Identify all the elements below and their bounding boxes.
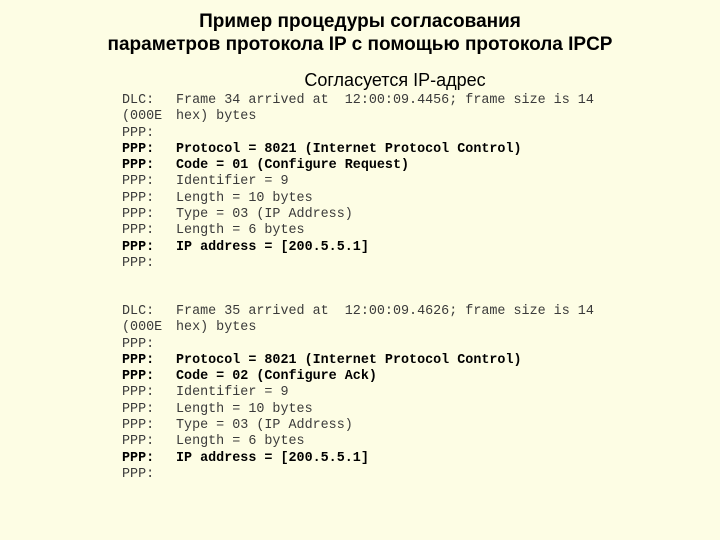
line-prefix: PPP:	[122, 466, 155, 482]
trace-line	[122, 467, 682, 483]
line-prefix: PPP:	[122, 174, 155, 190]
trace-line	[122, 337, 682, 353]
trace-line	[122, 369, 682, 385]
trace-line	[122, 207, 682, 223]
trace-line	[122, 434, 682, 450]
line-text: Identifier = 9	[176, 385, 289, 401]
trace-line	[122, 191, 682, 207]
line-prefix: PPP:	[122, 223, 155, 239]
line-text: Protocol = 8021 (Internet Protocol Control)	[176, 352, 522, 368]
line-prefix: PPP:	[122, 385, 155, 401]
line-text: Length = 10 bytes	[176, 190, 313, 206]
frame-35-trace	[122, 304, 682, 483]
line-prefix: PPP:	[122, 141, 155, 157]
trace-line	[122, 320, 682, 336]
line-prefix: DLC:	[122, 304, 155, 319]
trace-line	[122, 256, 682, 272]
line-prefix: PPP:	[122, 401, 155, 417]
line-text: Type = 03 (IP Address)	[176, 418, 353, 434]
line-prefix: PPP:	[122, 352, 155, 368]
line-prefix: (000E	[122, 109, 163, 125]
line-prefix: PPP:	[122, 418, 155, 434]
trace-line	[122, 385, 682, 401]
line-prefix: PPP:	[122, 255, 155, 271]
trace-line	[122, 402, 682, 418]
line-text: Type = 03 (IP Address)	[176, 207, 353, 223]
line-text: hex) bytes	[176, 320, 257, 336]
line-text: hex) bytes	[176, 109, 257, 125]
line-text: Length = 6 bytes	[176, 434, 305, 450]
trace-line	[122, 126, 682, 142]
section-subtitle: Согласуется IP-адрес	[304, 70, 486, 90]
line-prefix: PPP:	[122, 239, 155, 255]
line-prefix: DLC:	[122, 93, 155, 108]
frame-34-trace	[122, 93, 682, 272]
trace-line	[122, 451, 682, 467]
line-text: Frame 34 arrived at 12:00:09.4456; frame size is 14	[176, 93, 594, 108]
line-prefix: PPP:	[122, 450, 155, 466]
line-text: Length = 6 bytes	[176, 223, 305, 239]
trace-line	[122, 240, 682, 256]
line-text: Identifier = 9	[176, 174, 289, 190]
trace-line	[122, 93, 682, 109]
line-text: IP address = [200.5.5.1]	[176, 239, 369, 255]
line-text: Code = 01 (Configure Request)	[176, 158, 410, 174]
line-text: Code = 02 (Configure Ack)	[176, 369, 377, 385]
line-prefix: PPP:	[122, 336, 155, 352]
title-line-2: параметров протокола IP с помощью протокола IPCP	[107, 34, 613, 55]
line-text: Frame 35 arrived at 12:00:09.4626; frame size is 14	[176, 304, 594, 319]
page-title	[0, 10, 720, 56]
line-prefix: PPP:	[122, 207, 155, 223]
trace-line	[122, 174, 682, 190]
trace-line	[122, 223, 682, 239]
line-prefix: PPP:	[122, 190, 155, 206]
trace-line	[122, 109, 682, 125]
line-text: Length = 10 bytes	[176, 401, 313, 417]
line-prefix: (000E	[122, 320, 163, 336]
line-text: IP address = [200.5.5.1]	[176, 450, 369, 466]
trace-line	[122, 304, 682, 320]
trace-line	[122, 158, 682, 174]
line-prefix: PPP:	[122, 158, 155, 174]
line-prefix: PPP:	[122, 369, 155, 385]
title-line-1: Пример процедуры согласования	[199, 11, 521, 32]
trace-line	[122, 142, 682, 158]
line-text: Protocol = 8021 (Internet Protocol Control)	[176, 141, 522, 157]
trace-line	[122, 418, 682, 434]
line-prefix: PPP:	[122, 125, 155, 141]
trace-line	[122, 353, 682, 369]
line-prefix: PPP:	[122, 434, 155, 450]
